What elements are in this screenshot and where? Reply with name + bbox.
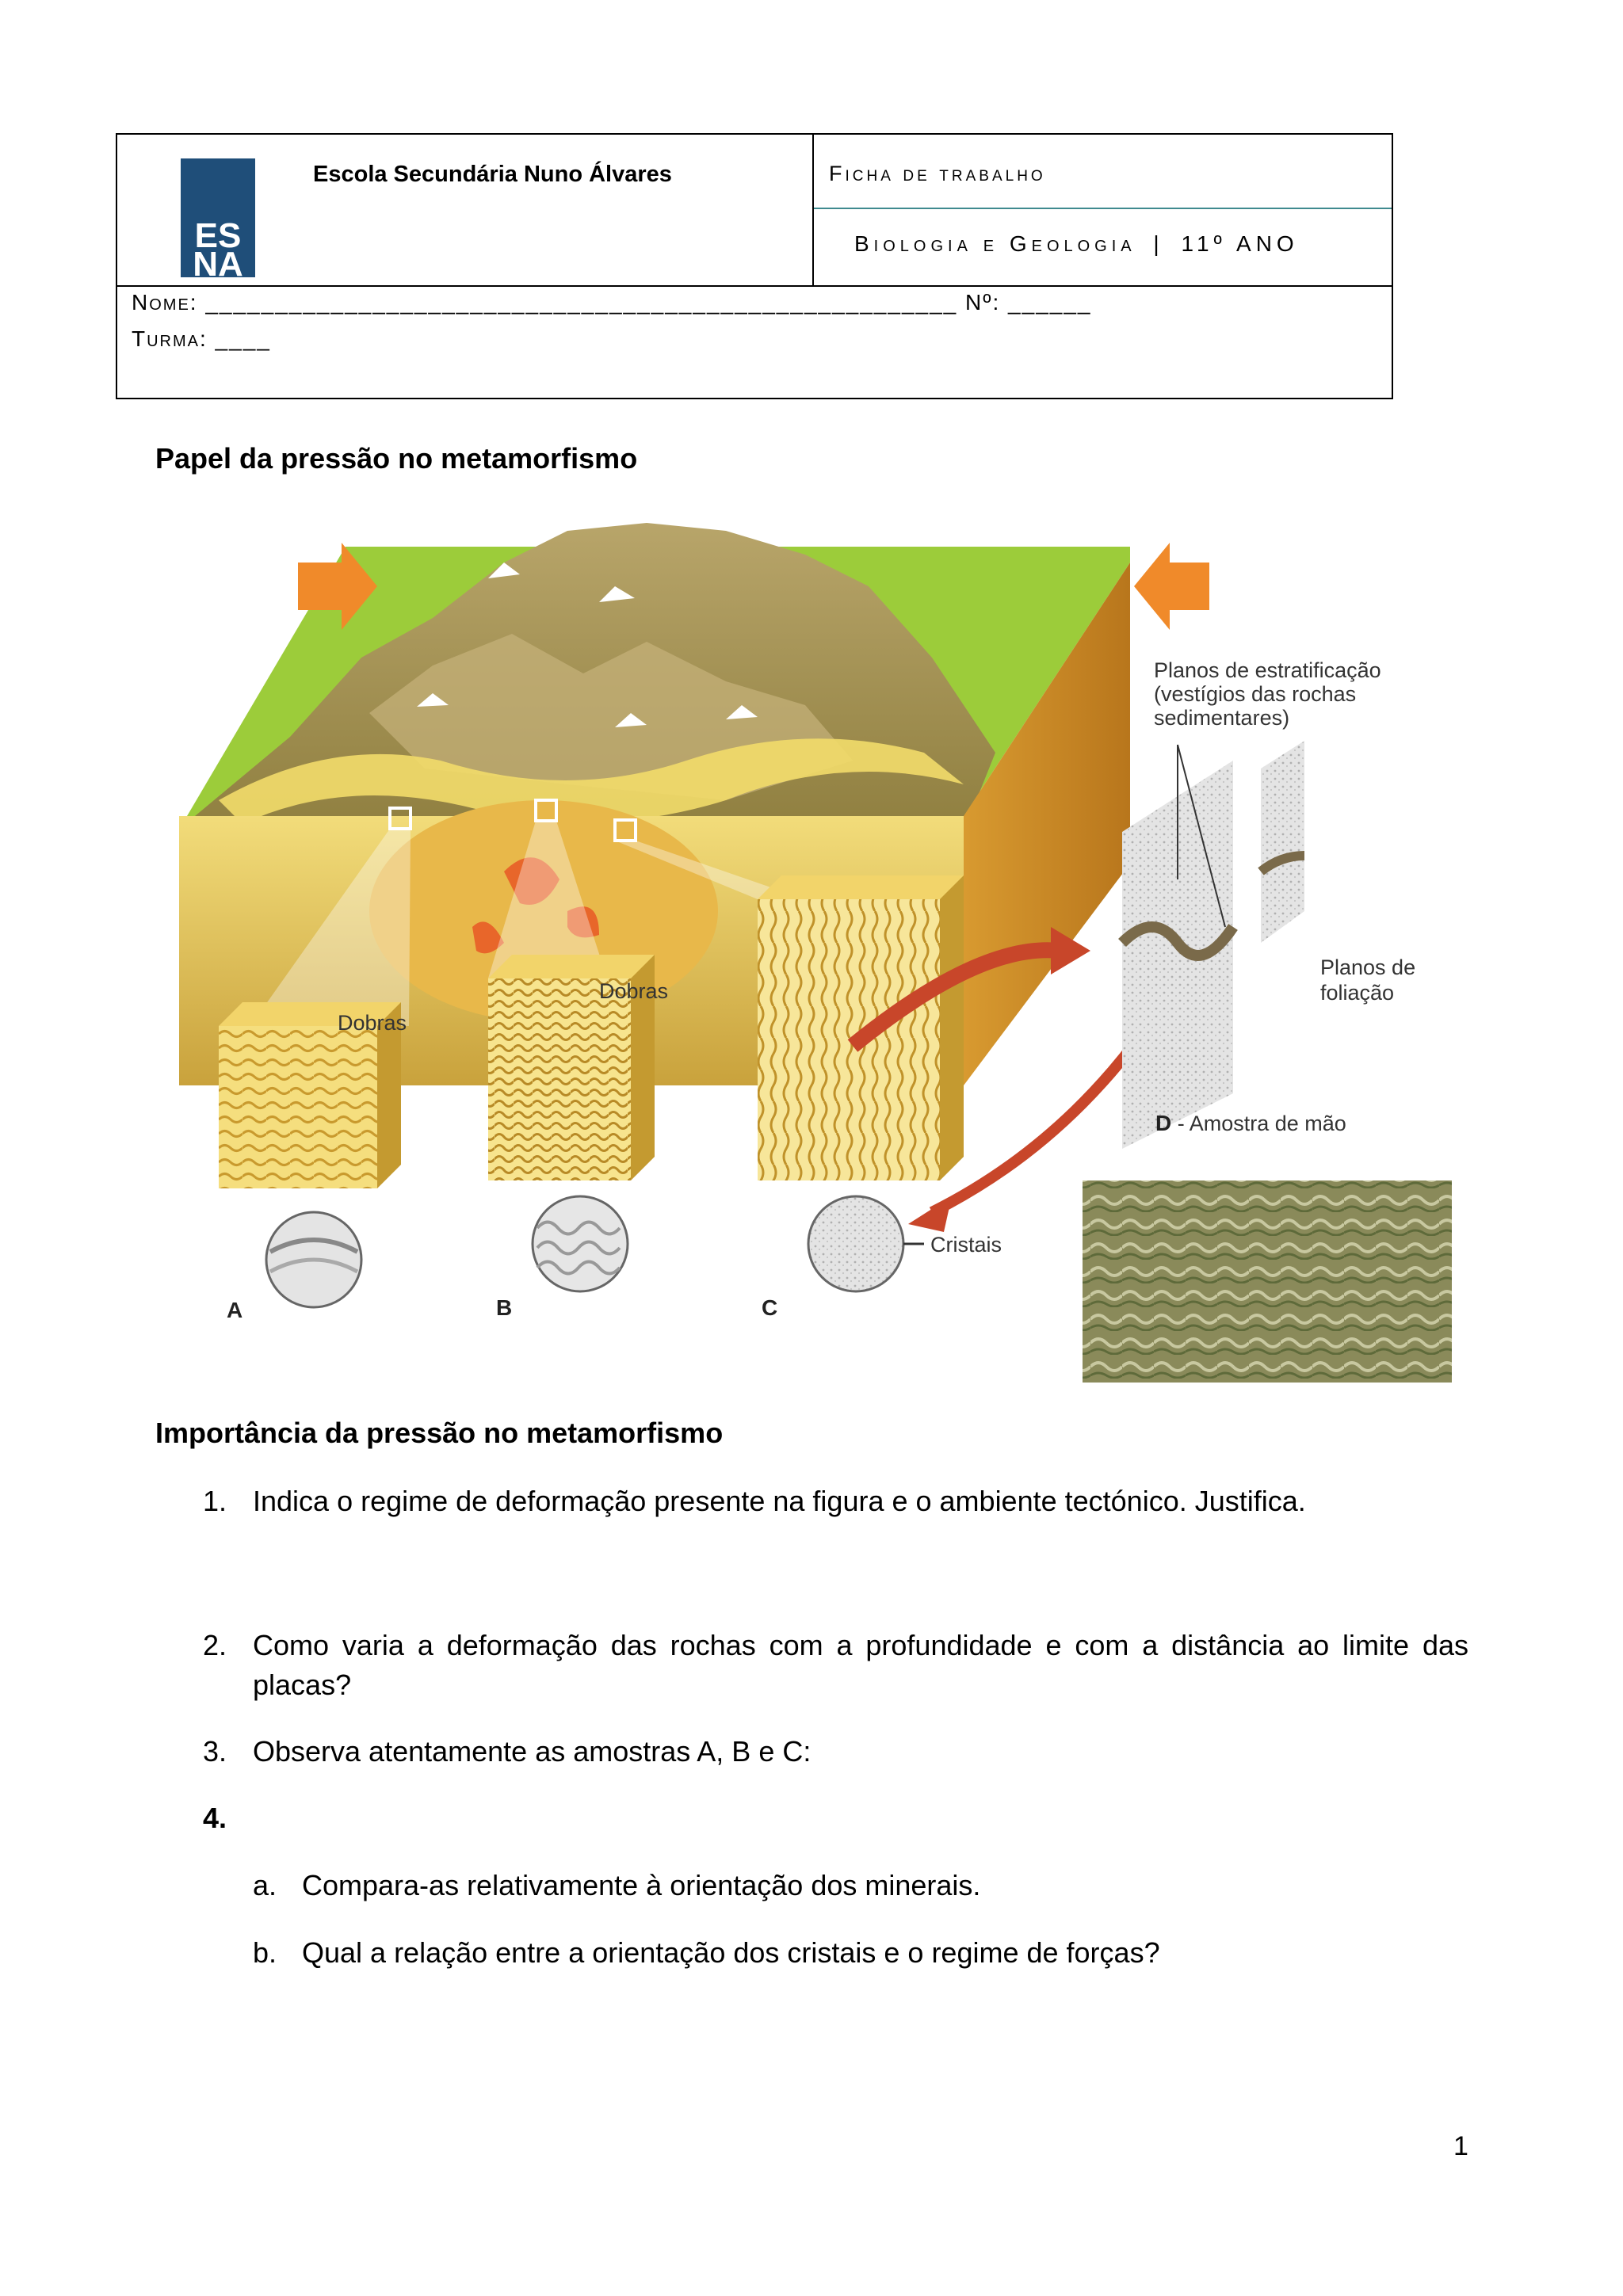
label-sample-a: A xyxy=(227,1298,243,1322)
label-planos-foliacao-1: Planos de xyxy=(1320,955,1416,979)
label-dobras-b: Dobras xyxy=(599,979,669,1003)
metamorphism-figure xyxy=(171,499,1455,1386)
label-sample-c: C xyxy=(762,1295,778,1320)
logo-text-na: NA xyxy=(193,245,243,277)
label-planos-estrat-1: Planos de estratificação xyxy=(1154,658,1381,682)
compression-arrow-right xyxy=(1134,543,1209,630)
hand-sample-slab xyxy=(1122,741,1304,1149)
header-divider-horizontal xyxy=(117,285,1392,287)
question-4-number: 4. xyxy=(203,1802,227,1834)
label-amostra-letter: D xyxy=(1155,1111,1172,1135)
label-amostra-text: - Amostra de mão xyxy=(1171,1112,1346,1135)
discipline-name: Biologia e Geologia xyxy=(854,231,1136,256)
hand-sample-photo xyxy=(1083,1180,1452,1383)
magnifier-c xyxy=(808,1196,903,1291)
question-3-number: 3. xyxy=(203,1735,227,1768)
label-planos-estrat-3: sedimentares) xyxy=(1154,706,1290,730)
magnifier-a xyxy=(266,1212,361,1307)
discipline-line xyxy=(854,231,1299,257)
question-3-text: Observa atentamente as amostras A, B e C: xyxy=(253,1735,812,1768)
name-blank: ______________________________________________________ xyxy=(197,290,958,315)
section-title-importancia: Importância da pressão no metamorfismo xyxy=(155,1417,724,1449)
discipline-separator: | xyxy=(1153,231,1164,256)
school-logo xyxy=(181,158,255,277)
name-line xyxy=(132,290,1091,315)
subquestion-b-letter: b. xyxy=(253,1936,277,1969)
header-table xyxy=(116,133,1393,399)
logo-text-es: ES xyxy=(194,216,242,255)
class-label: Turma: xyxy=(132,326,208,351)
label-planos-foliacao-2: foliação xyxy=(1320,981,1395,1005)
label-cristais: Cristais xyxy=(930,1233,1002,1257)
name-label: Nome: xyxy=(132,290,198,315)
section-title-papel: Papel da pressão no metamorfismo xyxy=(155,442,638,475)
subquestion-b-text: Qual a relação entre a orientação dos cristais e o regime de forças? xyxy=(302,1936,1160,1969)
question-1-number: 1. xyxy=(203,1485,227,1517)
questions-list xyxy=(0,1482,1623,2004)
red-arrowhead-2 xyxy=(908,1196,952,1232)
number-blank: ______ xyxy=(1000,290,1092,315)
class-line xyxy=(132,326,271,352)
label-sample-b: B xyxy=(496,1295,513,1320)
document-type: Ficha de trabalho xyxy=(829,162,1046,185)
school-name: Escola Secundária Nuno Álvares xyxy=(313,162,672,187)
header-divider-vertical xyxy=(812,135,814,285)
class-blank: ____ xyxy=(207,326,271,351)
label-planos-estrat-2: (vestígios das rochas xyxy=(1154,682,1357,706)
magnifier-b xyxy=(533,1196,628,1291)
question-1-text: Indica o regime de deformação presente na figura e o ambiente tectónico. Justifica. xyxy=(253,1485,1306,1517)
sample-block-c xyxy=(758,875,964,1180)
page-number: 1 xyxy=(1453,2131,1468,2161)
label-amostra xyxy=(1155,1111,1346,1135)
number-label: Nº: xyxy=(965,290,1001,315)
header-teal-line xyxy=(814,208,1392,209)
question-2-number: 2. xyxy=(203,1629,227,1661)
question-2-text: Como varia a deformação das rochas com a profundidade e com a distância ao limite das placas? xyxy=(253,1629,1468,1701)
school-year: 11º ANO xyxy=(1181,231,1299,256)
subquestion-a-letter: a. xyxy=(253,1869,277,1901)
label-dobras-a: Dobras xyxy=(338,1011,407,1035)
subquestion-a-text: Compara-as relativamente à orientação dos minerais. xyxy=(302,1869,981,1901)
